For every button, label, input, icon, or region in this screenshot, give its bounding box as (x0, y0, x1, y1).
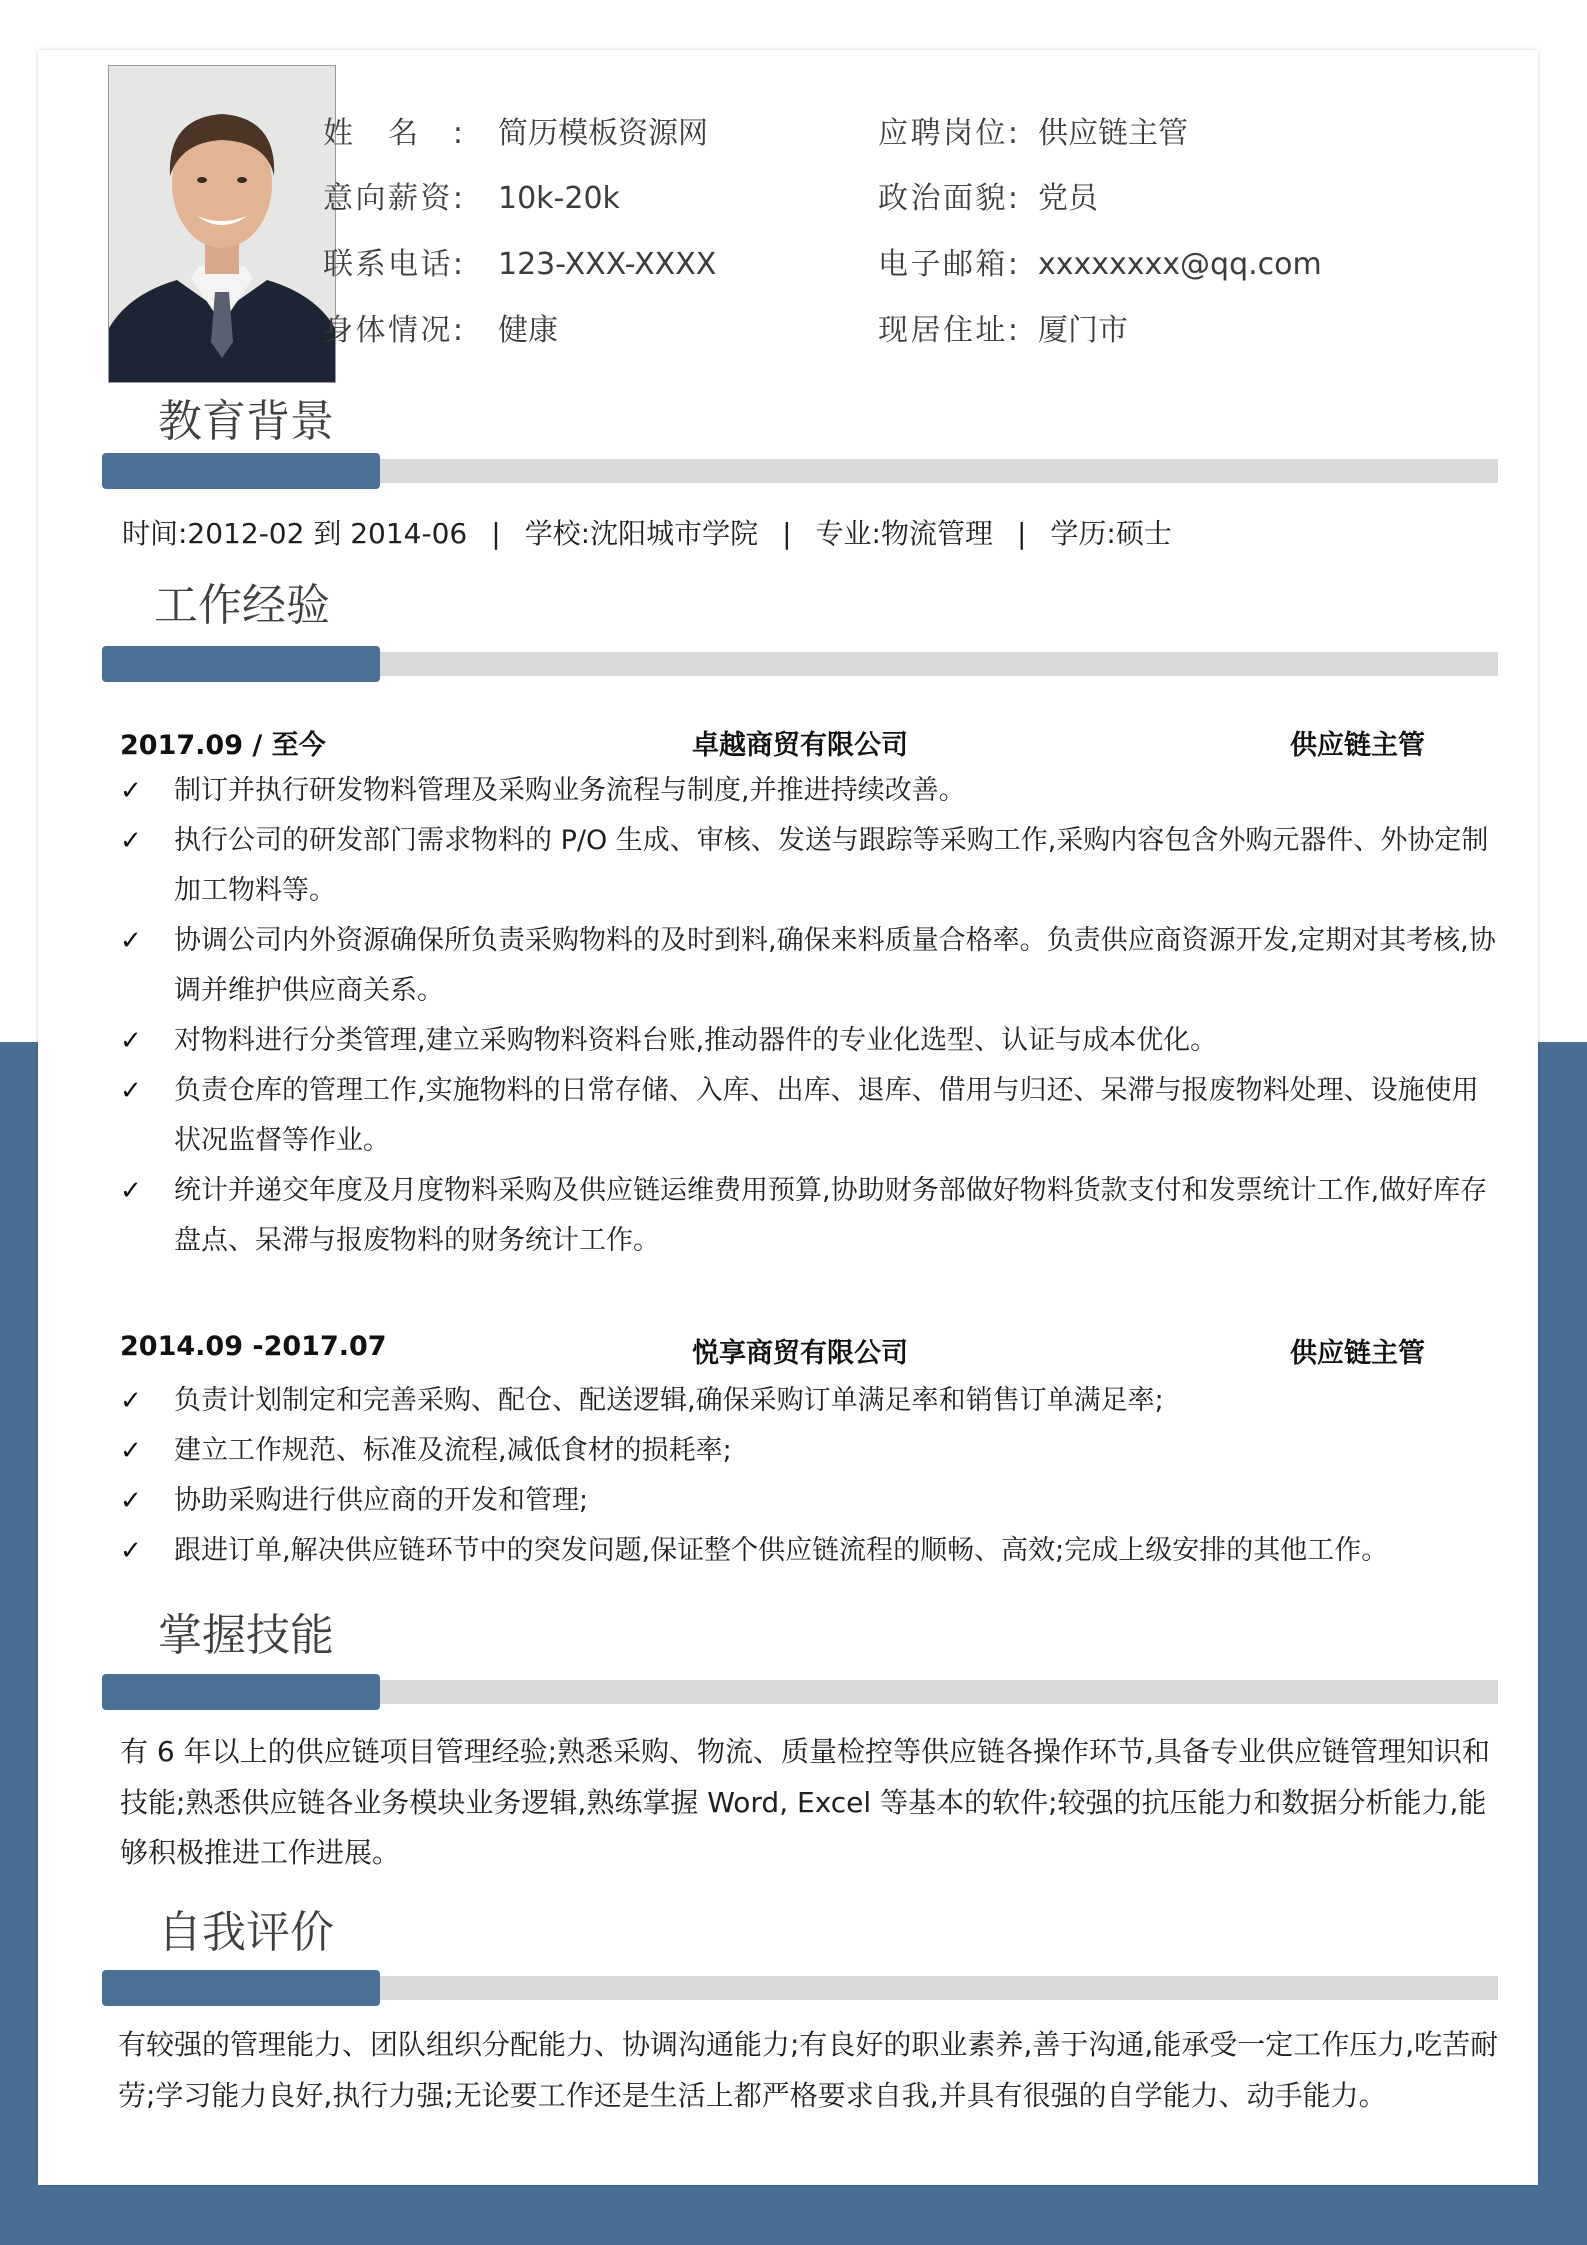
skills-title: 掌握技能 (158, 1611, 334, 1660)
job-period: 2014.09 -2017.07 (120, 1331, 387, 1362)
political-value: 党员 (1038, 181, 1098, 216)
health-value: 健康 (498, 313, 558, 348)
education-major: 专业:物流管理 (815, 517, 993, 550)
job-role: 供应链主管 (1290, 730, 1425, 761)
education-school: 学校:沈阳城市学院 (524, 517, 759, 550)
list-item: ✓ 制订并执行研发物料管理及采购业务流程与制度,并推进持续改善。 (120, 766, 1500, 816)
job-period: 2017.09 / 至今 (120, 730, 326, 761)
list-item: ✓ 对物料进行分类管理,建立采购物料资料台账,推动器件的专业化选型、认证与成本优化。 (120, 1016, 1500, 1066)
name-label: 姓名: (323, 116, 463, 151)
experience-divider (102, 646, 1498, 676)
check-icon: ✓ (120, 1536, 142, 1566)
job-role: 供应链主管 (1290, 1338, 1425, 1369)
education-time: 时间:2012-02 到 2014-06 (122, 517, 468, 550)
check-icon: ✓ (120, 1486, 142, 1516)
email-label: 电子邮箱: (878, 247, 1018, 282)
separator: | (1016, 517, 1027, 550)
education-title: 教育背景 (158, 397, 334, 446)
health-label: 身体情况: (323, 313, 463, 348)
separator: | (782, 517, 792, 550)
profile-photo (108, 65, 336, 383)
check-icon: ✓ (120, 1026, 142, 1056)
self-evaluation-title: 自我评价 (158, 1908, 334, 1957)
list-item: ✓ 协调公司内外资源确保所负责采购物料的及时到料,确保来料质量合格率。负责供应商资源开发,定期对其考核,协调并维护供应商关系。 (120, 916, 1500, 1016)
salary-label: 意向薪资: (323, 181, 463, 216)
name-value: 简历模板资源网 (498, 116, 708, 151)
salary-value: 10k-20k (498, 181, 620, 216)
check-icon: ✓ (120, 1386, 142, 1416)
self-evaluation-text: 有较强的管理能力、团队组织分配能力、协调沟通能力;有良好的职业素养,善于沟通,能承受一定工作压力,吃苦耐劳;学习能力良好,执行力强;无论要工作还是生活上都严格要求自我,并具有很强的自学能力、动手能力。 (118, 2028, 1499, 2112)
phone-label: 联系电话: (323, 247, 463, 282)
political-label: 政治面貌: (878, 181, 1018, 216)
experience-title: 工作经验 (154, 581, 330, 630)
education-degree: 学历:硕士 (1050, 517, 1172, 550)
phone-value: 123-XXX-XXXX (498, 247, 717, 282)
separator: | (491, 517, 501, 550)
address-value: 厦门市 (1038, 313, 1128, 348)
job-duties-list (120, 766, 1500, 1266)
list-item: ✓ 建立工作规范、标准及流程,减低食材的损耗率; (120, 1426, 1500, 1476)
skills-divider (102, 1674, 1498, 1704)
check-icon: ✓ (120, 1436, 142, 1466)
email-value: xxxxxxxx@qq.com (1038, 247, 1322, 282)
portrait-photo-icon (109, 66, 335, 382)
job-header (120, 1331, 1480, 1371)
education-details (122, 512, 1172, 552)
position-value: 供应链主管 (1038, 116, 1188, 151)
check-icon: ✓ (120, 926, 142, 956)
education-divider (102, 453, 1498, 483)
job-company: 悦享商贸有限公司 (692, 1338, 908, 1369)
resume-page (38, 50, 1538, 2185)
check-icon: ✓ (120, 1076, 142, 1106)
list-item: ✓ 负责计划制定和完善采购、配仓、配送逻辑,确保采购订单满足率和销售订单满足率; (120, 1376, 1500, 1426)
list-item: ✓ 负责仓库的管理工作,实施物料的日常存储、入库、出库、退库、借用与归还、呆滞与报废物料处理、设施使用状况监督等作业。 (120, 1066, 1500, 1166)
list-item: ✓ 统计并递交年度及月度物料采购及供应链运维费用预算,协助财务部做好物料货款支付和发票统计工作,做好库存盘点、呆滞与报废物料的财务统计工作。 (120, 1166, 1500, 1266)
check-icon: ✓ (120, 826, 142, 856)
list-item: ✓ 跟进订单,解决供应链环节中的突发问题,保证整个供应链流程的顺畅、高效;完成上级安排的其他工作。 (120, 1526, 1500, 1576)
check-icon: ✓ (120, 1176, 142, 1206)
self-evaluation-divider (102, 1970, 1498, 2000)
check-icon: ✓ (120, 776, 142, 806)
list-item: ✓ 执行公司的研发部门需求物料的 P/O 生成、审核、发送与跟踪等采购工作,采购内容包含外购元器件、外协定制加工物料等。 (120, 816, 1500, 916)
position-label: 应聘岗位: (878, 116, 1018, 151)
job-company: 卓越商贸有限公司 (692, 730, 908, 761)
skills-text: 有 6 年以上的供应链项目管理经验;熟悉采购、物流、质量检控等供应链各操作环节,具备专业供应链管理知识和技能;熟悉供应链各业务模块业务逻辑,熟练掌握 Word, Excel 等基本的软件;较强的抗压能力和数据分析能力,能够积极推进工作进展。 (120, 1735, 1490, 1869)
job-duties-list (120, 1376, 1500, 1576)
job-header (120, 723, 1480, 763)
address-label: 现居住址: (878, 313, 1018, 348)
list-item: ✓ 协助采购进行供应商的开发和管理; (120, 1476, 1500, 1526)
